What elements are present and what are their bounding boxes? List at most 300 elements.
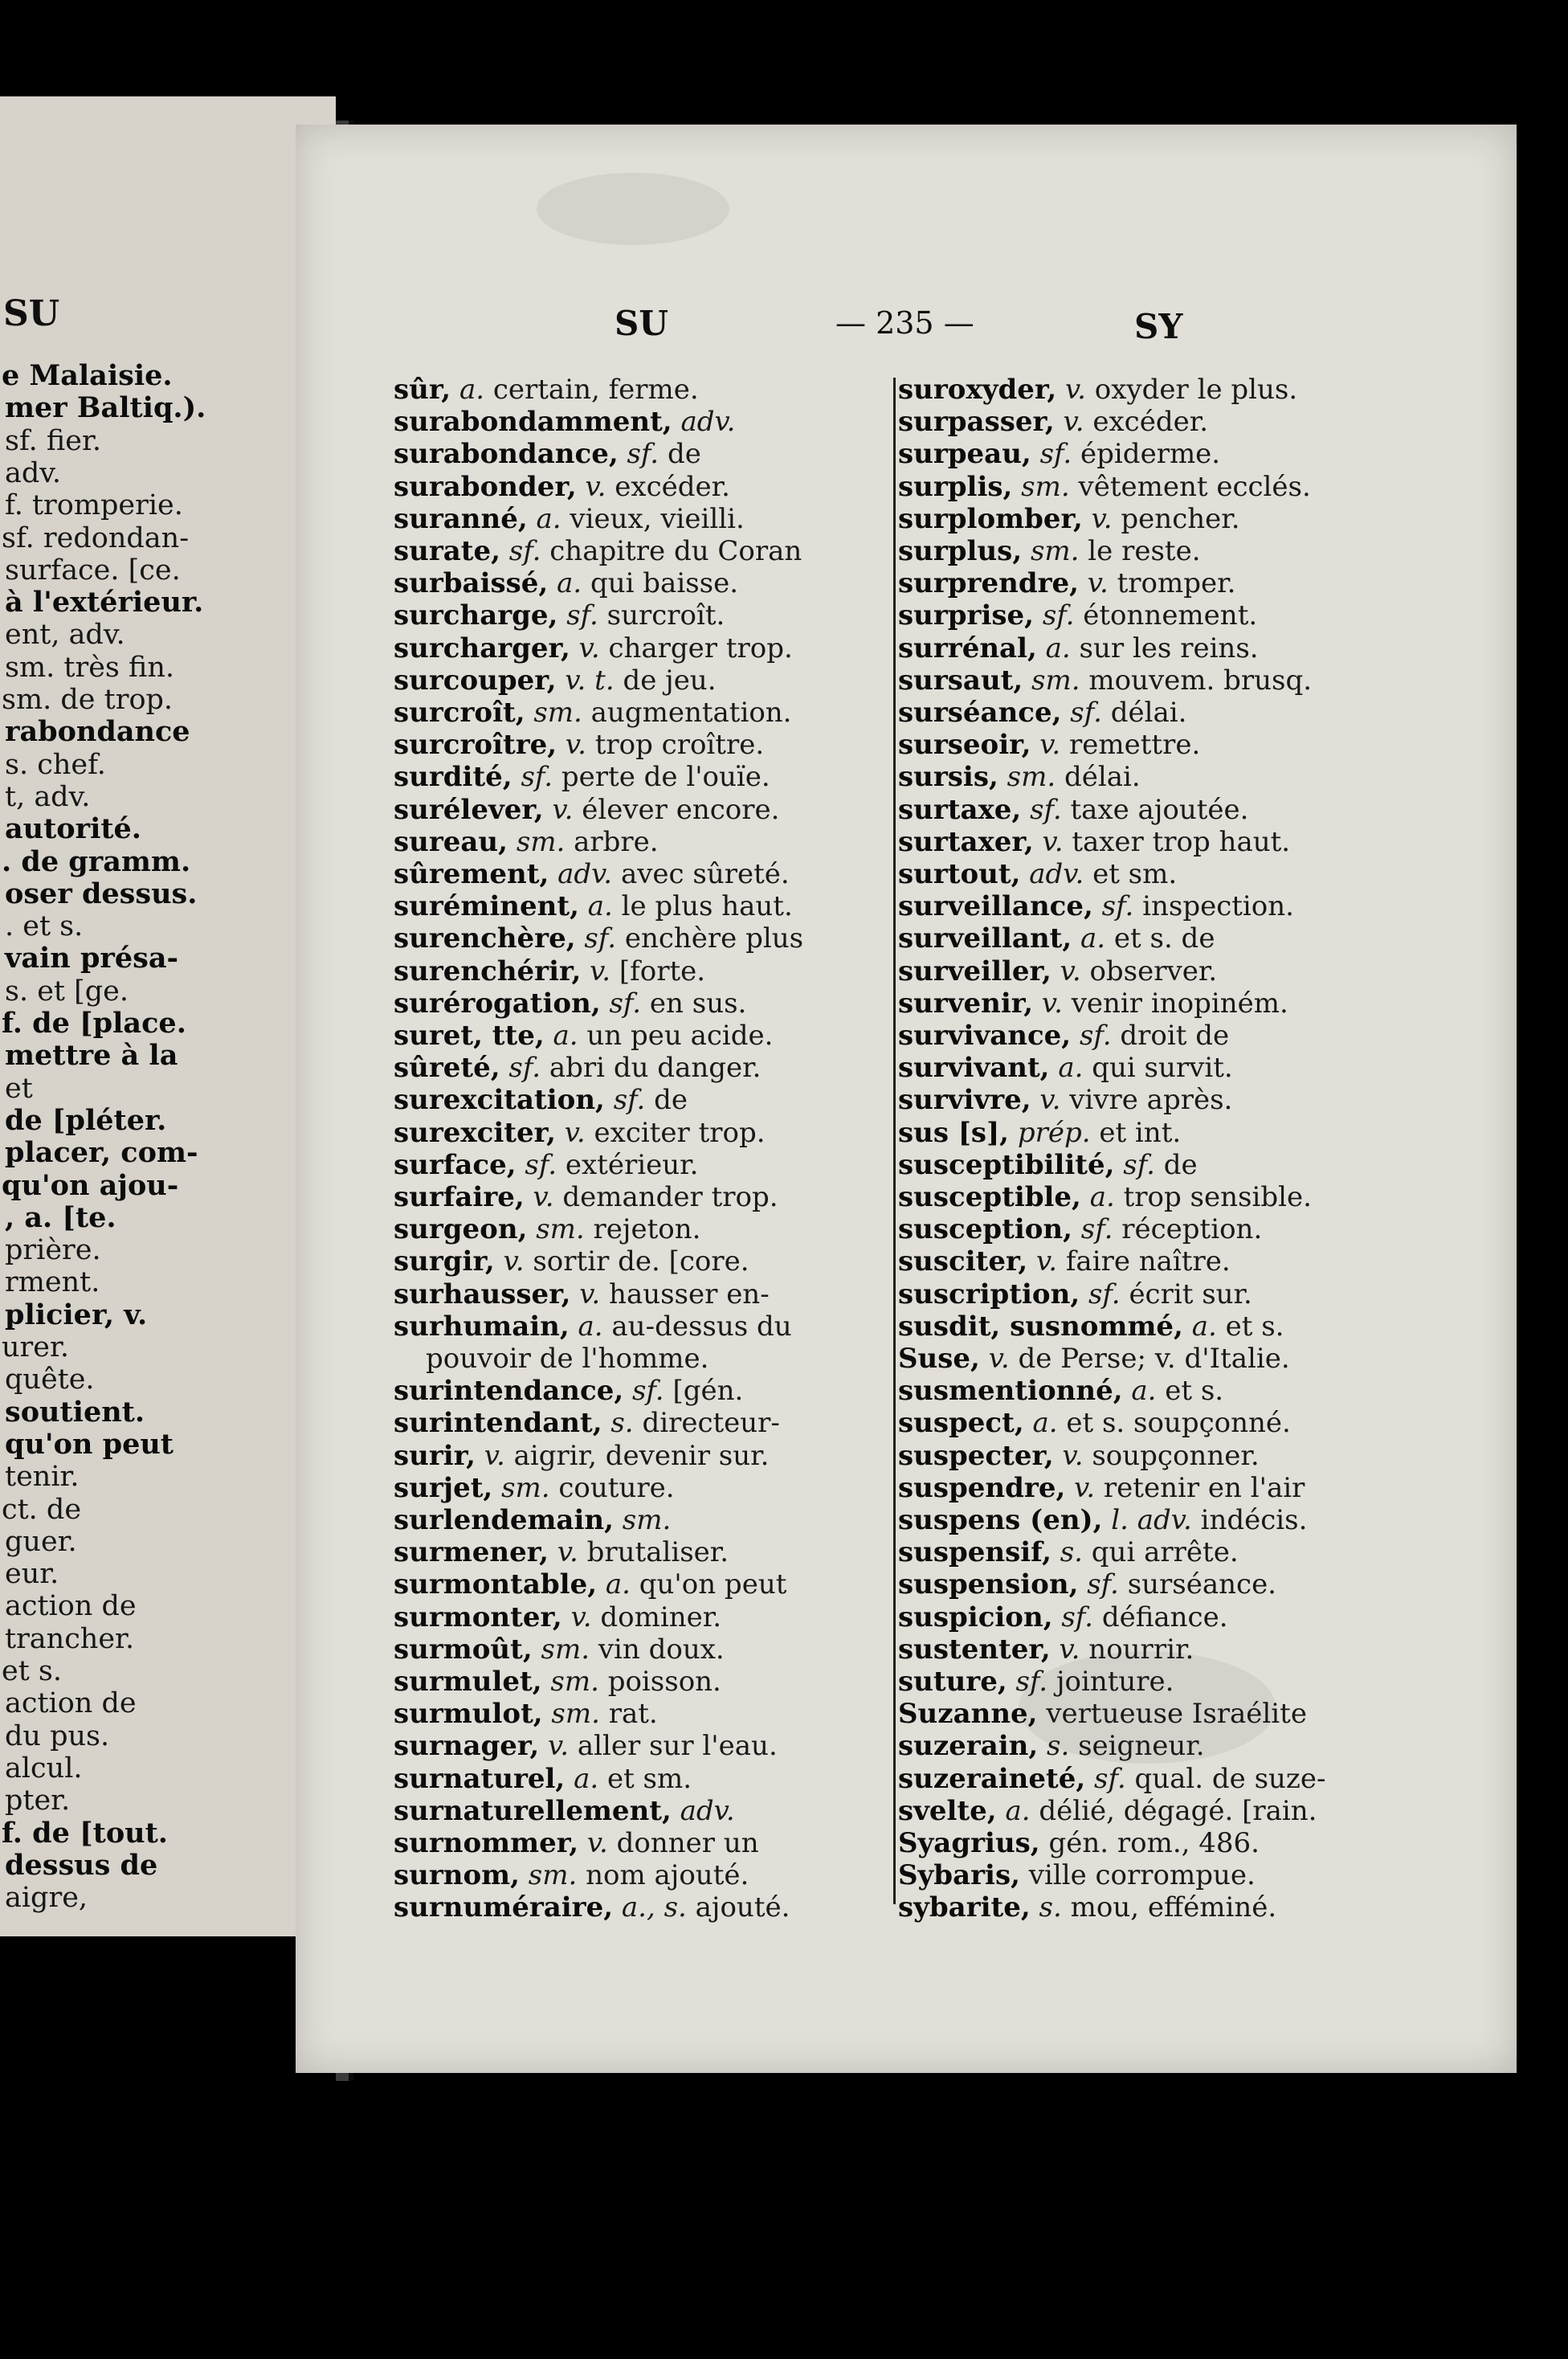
entry-headword: surtout, bbox=[898, 858, 1021, 890]
entry-headword: surabonder, bbox=[394, 470, 577, 503]
entry-grammar: v. bbox=[1039, 1084, 1061, 1117]
entry-definition: pencher. bbox=[1121, 502, 1240, 535]
entry-grammar: v. bbox=[578, 632, 600, 664]
entry-grammar: v. bbox=[503, 1245, 525, 1278]
entry-grammar: a. bbox=[459, 374, 485, 406]
dictionary-entry bbox=[898, 1763, 1325, 1795]
dictionary-entry bbox=[394, 1084, 688, 1116]
entry-definition: certain, ferme. bbox=[492, 374, 699, 406]
entry-grammar: a. bbox=[587, 890, 613, 923]
left-page-line: sf. redondan- bbox=[2, 521, 190, 554]
entry-headword: suspicion, bbox=[898, 1601, 1053, 1633]
entry-definition: réception. bbox=[1121, 1213, 1263, 1246]
left-page-line: oser dessus. bbox=[5, 877, 198, 910]
dictionary-entry bbox=[898, 1020, 1229, 1052]
dictionary-entry bbox=[898, 632, 1259, 664]
entry-grammar: a. bbox=[553, 1020, 578, 1052]
entry-grammar: v. bbox=[988, 1343, 1010, 1375]
dictionary-entry bbox=[394, 1407, 780, 1439]
entry-headword: suzerain, bbox=[898, 1730, 1039, 1763]
dictionary-entry bbox=[394, 890, 793, 922]
entry-grammar: adv. bbox=[557, 858, 613, 890]
dictionary-entry bbox=[394, 599, 725, 632]
entry-definition: qui survit. bbox=[1092, 1052, 1233, 1085]
dictionary-entry bbox=[898, 1052, 1233, 1084]
left-page-line: soutient. bbox=[5, 1395, 145, 1429]
entry-grammar: sf. bbox=[609, 987, 642, 1020]
entry-grammar: v. bbox=[1074, 1471, 1096, 1504]
dictionary-entry bbox=[898, 761, 1141, 793]
entry-definition: nourrir. bbox=[1088, 1633, 1194, 1666]
entry-grammar: a. bbox=[536, 502, 561, 535]
left-page-line: . et s. bbox=[5, 910, 84, 943]
entry-definition: nom ajouté. bbox=[586, 1859, 749, 1892]
entry-grammar: v. bbox=[564, 1116, 586, 1149]
entry-definition: [forte. bbox=[619, 955, 706, 987]
dictionary-entry bbox=[394, 1310, 792, 1343]
entry-definition: oxyder le plus. bbox=[1094, 374, 1298, 406]
left-page-line: t, adv. bbox=[5, 780, 91, 813]
entry-grammar: v. bbox=[1062, 1439, 1084, 1472]
entry-definition: demander trop. bbox=[562, 1181, 778, 1213]
dictionary-entry bbox=[394, 1181, 778, 1213]
dictionary-entry bbox=[898, 1245, 1231, 1278]
entry-grammar: v. bbox=[548, 1730, 570, 1763]
entry-definition: donner un bbox=[616, 1827, 759, 1859]
dictionary-entry bbox=[898, 1472, 1305, 1504]
entry-definition: et sm. bbox=[606, 1762, 692, 1795]
entry-headword: susmentionné, bbox=[898, 1375, 1123, 1408]
entry-headword: surgeon, bbox=[394, 1213, 528, 1246]
dictionary-entry bbox=[898, 1117, 1181, 1149]
entry-definition: et s. soupçonné. bbox=[1066, 1407, 1291, 1440]
entry-definition: de bbox=[667, 438, 701, 471]
dictionary-entry bbox=[898, 955, 1217, 987]
entry-headword: surpasser, bbox=[898, 406, 1055, 439]
entry-grammar: sf. bbox=[1088, 1278, 1121, 1310]
dictionary-entry bbox=[394, 1504, 671, 1536]
entry-definition: délai. bbox=[1110, 697, 1187, 729]
dictionary-entry bbox=[898, 567, 1235, 599]
dictionary-entry bbox=[898, 1310, 1284, 1343]
entry-definition: dominer. bbox=[600, 1601, 722, 1633]
dictionary-entry bbox=[394, 406, 735, 438]
dictionary-entry bbox=[394, 1730, 778, 1762]
dictionary-entry bbox=[898, 1698, 1307, 1730]
entry-definition: remettre. bbox=[1069, 729, 1201, 762]
entry-definition: rejeton. bbox=[593, 1213, 701, 1246]
dictionary-entry bbox=[394, 535, 802, 567]
entry-headword: surjet, bbox=[394, 1471, 493, 1504]
entry-grammar: a., s. bbox=[621, 1891, 687, 1924]
entry-definition: et s. bbox=[1225, 1310, 1284, 1343]
dictionary-entry bbox=[898, 1827, 1260, 1859]
left-page-line: eur. bbox=[5, 1558, 59, 1591]
entry-headword: surveillance, bbox=[898, 890, 1093, 923]
left-page-line: rabondance bbox=[5, 715, 190, 749]
dictionary-entry bbox=[898, 1440, 1260, 1472]
dictionary-entry bbox=[898, 406, 1208, 438]
dictionary-entry bbox=[394, 567, 738, 599]
paper-stain bbox=[537, 173, 729, 245]
entry-headword: surcharger, bbox=[394, 632, 570, 664]
page-number: — 235 — bbox=[835, 305, 974, 341]
entry-headword: surnommer, bbox=[394, 1827, 579, 1859]
entry-headword: surmontable, bbox=[394, 1568, 598, 1601]
left-page-line: à l'extérieur. bbox=[5, 586, 204, 619]
left-page-line: trancher. bbox=[5, 1622, 135, 1655]
entry-definition: qui baisse. bbox=[590, 567, 739, 600]
entry-grammar: v. bbox=[1036, 1245, 1058, 1278]
entry-definition: ajouté. bbox=[695, 1891, 790, 1924]
entry-headword: survivance, bbox=[898, 1020, 1072, 1052]
entry-definition: faire naître. bbox=[1065, 1245, 1231, 1278]
dictionary-entry bbox=[394, 858, 790, 890]
entry-definition: couture. bbox=[558, 1471, 675, 1504]
dictionary-entry bbox=[898, 1536, 1239, 1568]
entry-definition: seigneur. bbox=[1078, 1730, 1205, 1763]
entry-headword: suspect, bbox=[898, 1407, 1024, 1440]
entry-headword: surabondamment, bbox=[394, 406, 672, 439]
left-page-line: qu'on ajou- bbox=[2, 1168, 179, 1202]
entry-headword: surveiller, bbox=[898, 955, 1051, 987]
entry-definition: avec sûreté. bbox=[620, 858, 790, 890]
left-page-line: dessus de bbox=[5, 1848, 158, 1882]
entry-definition: taxe ajoutée. bbox=[1070, 793, 1249, 826]
dictionary-entry bbox=[898, 374, 1297, 406]
running-head-right: SY bbox=[1134, 307, 1183, 346]
entry-definition: élever encore. bbox=[582, 793, 780, 826]
left-page-line: rment. bbox=[5, 1266, 100, 1299]
entry-grammar: sm. bbox=[528, 1859, 578, 1892]
entry-headword: surabondance, bbox=[394, 438, 619, 471]
left-page-line: f. de [place. bbox=[2, 1007, 186, 1040]
entry-definition: qual. de suze- bbox=[1134, 1762, 1326, 1795]
entry-definition: délai. bbox=[1064, 761, 1141, 794]
left-page-line: pter. bbox=[5, 1785, 71, 1817]
entry-headword: surprise, bbox=[898, 599, 1034, 632]
dictionary-entry bbox=[394, 1245, 749, 1278]
entry-headword: surnaturel, bbox=[394, 1762, 566, 1795]
entry-definition: qui arrête. bbox=[1091, 1536, 1239, 1569]
left-page-line: alcul. bbox=[5, 1752, 83, 1785]
entry-grammar: s. bbox=[1047, 1730, 1070, 1763]
dictionary-entry bbox=[394, 1052, 761, 1084]
entry-headword: surmulot, bbox=[394, 1698, 543, 1731]
entry-definition: en sus. bbox=[649, 987, 747, 1020]
entry-definition: hausser en- bbox=[609, 1278, 770, 1310]
entry-headword: surfaire, bbox=[394, 1181, 525, 1213]
dictionary-entry bbox=[394, 1568, 786, 1601]
dictionary-entry bbox=[394, 1859, 749, 1891]
entry-grammar: sf. bbox=[584, 922, 617, 955]
column-divider bbox=[893, 378, 896, 1904]
entry-headword: surpeau, bbox=[898, 438, 1031, 471]
dictionary-entry bbox=[394, 632, 793, 664]
left-page-line: du pus. bbox=[5, 1719, 110, 1752]
entry-headword: surplus, bbox=[898, 535, 1023, 567]
entry-definition: excéder. bbox=[615, 470, 730, 503]
entry-headword: survivre, bbox=[898, 1084, 1031, 1117]
entry-grammar: sm. bbox=[501, 1471, 550, 1504]
entry-definition: [gén. bbox=[672, 1375, 744, 1408]
entry-definition: vivre après. bbox=[1069, 1084, 1233, 1117]
entry-definition: et sm. bbox=[1092, 858, 1178, 890]
entry-definition: surséance. bbox=[1127, 1568, 1276, 1601]
dictionary-entry bbox=[898, 729, 1200, 761]
dictionary-entry bbox=[394, 1213, 700, 1245]
entry-headword: surséance, bbox=[898, 697, 1062, 729]
entry-grammar: sm. bbox=[622, 1504, 672, 1536]
dictionary-entry bbox=[898, 1343, 1290, 1375]
entry-definition: enchère plus bbox=[624, 922, 804, 955]
entry-definition: trop croître. bbox=[594, 729, 765, 762]
entry-headword: sybarite, bbox=[898, 1891, 1031, 1924]
left-page-line: et s. bbox=[2, 1655, 62, 1687]
entry-headword: surnom, bbox=[394, 1859, 520, 1892]
entry-grammar: a. bbox=[574, 1762, 599, 1795]
entry-grammar: sm. bbox=[1030, 535, 1080, 567]
entry-grammar: a. bbox=[1080, 922, 1106, 955]
entry-grammar: v. bbox=[557, 1536, 578, 1569]
dictionary-entry bbox=[394, 1698, 658, 1730]
dictionary-entry bbox=[898, 1666, 1174, 1698]
entry-definition: délié, dégagé. [rain. bbox=[1039, 1794, 1317, 1827]
dictionary-entry bbox=[394, 794, 779, 826]
dictionary-entry bbox=[898, 1504, 1307, 1536]
entry-headword: surrénal, bbox=[898, 632, 1037, 664]
entry-grammar: sm. bbox=[1007, 761, 1056, 794]
entry-headword: suspension, bbox=[898, 1568, 1079, 1601]
entry-definition: extérieur. bbox=[565, 1148, 699, 1181]
entry-grammar: sf. bbox=[1094, 1762, 1126, 1795]
dictionary-entry bbox=[394, 1020, 773, 1052]
dictionary-entry bbox=[394, 922, 803, 955]
entry-definition: observer. bbox=[1089, 955, 1218, 987]
dictionary-entry bbox=[394, 1795, 735, 1827]
dictionary-entry bbox=[898, 1213, 1262, 1245]
entry-definition: abri du danger. bbox=[549, 1052, 762, 1085]
dictionary-entry bbox=[394, 503, 745, 535]
entry-definition: aller sur l'eau. bbox=[577, 1730, 778, 1763]
left-page-line: plicier, v. bbox=[5, 1298, 148, 1331]
entry-grammar: sf. bbox=[521, 761, 553, 794]
entry-headword: survivant, bbox=[898, 1052, 1050, 1085]
entry-definition: de Perse; v. d'Italie. bbox=[1018, 1343, 1290, 1375]
dictionary-entry bbox=[898, 1278, 1252, 1310]
entry-definition: pouvoir de l'homme. bbox=[426, 1343, 709, 1375]
entry-headword: surexcitation, bbox=[394, 1084, 605, 1117]
entry-definition: aigrir, devenir sur. bbox=[513, 1439, 770, 1472]
left-page-line: action de bbox=[5, 1687, 137, 1720]
entry-grammar: v. bbox=[1041, 987, 1063, 1020]
entry-headword: surate, bbox=[394, 535, 500, 567]
entry-headword: suspensif, bbox=[898, 1536, 1051, 1569]
entry-grammar: s. bbox=[610, 1407, 634, 1440]
dictionary-entry bbox=[898, 1407, 1291, 1439]
left-page-line: , a. [te. bbox=[5, 1200, 116, 1234]
entry-headword: sûreté, bbox=[394, 1052, 500, 1085]
left-page-line: vain présa- bbox=[5, 942, 179, 975]
entry-headword: suréminent, bbox=[394, 890, 579, 923]
entry-definition: le plus haut. bbox=[621, 890, 793, 923]
entry-definition: soupçonner. bbox=[1092, 1439, 1260, 1472]
entry-headword: surtaxe, bbox=[898, 793, 1022, 826]
entry-grammar: sf. bbox=[627, 438, 659, 471]
entry-grammar: a. bbox=[1089, 1181, 1115, 1213]
entry-headword: surtaxer, bbox=[898, 825, 1034, 858]
entry-grammar: sf. bbox=[1070, 697, 1102, 729]
dictionary-entry bbox=[426, 1343, 708, 1375]
entry-headword: surcouper, bbox=[394, 664, 557, 697]
entry-grammar: adv. bbox=[680, 1794, 735, 1827]
entry-grammar: v. bbox=[1087, 567, 1109, 600]
entry-definition: excéder. bbox=[1092, 406, 1209, 439]
left-page-line: de [pléter. bbox=[5, 1103, 167, 1137]
entry-headword: surexciter, bbox=[394, 1116, 556, 1149]
entry-headword: surprendre, bbox=[898, 567, 1079, 600]
entry-grammar: adv. bbox=[1029, 858, 1084, 890]
dictionary-entry bbox=[394, 1891, 790, 1924]
entry-grammar: v. bbox=[570, 1601, 592, 1633]
entry-grammar: sf. bbox=[1123, 1148, 1155, 1181]
dictionary-entry bbox=[394, 1763, 692, 1795]
entry-definition: étonnement. bbox=[1083, 599, 1258, 632]
left-page-line: sm. de trop. bbox=[2, 684, 174, 716]
entry-definition: retenir en l'air bbox=[1103, 1471, 1305, 1504]
dictionary-entry bbox=[394, 1117, 766, 1149]
entry-headword: surintendance, bbox=[394, 1375, 624, 1408]
entry-headword: Suzanne, bbox=[898, 1698, 1038, 1731]
entry-grammar: v. bbox=[579, 1278, 601, 1310]
entry-definition: perte de l'ouïe. bbox=[561, 761, 770, 794]
entry-headword: surplomber, bbox=[898, 502, 1083, 535]
entry-grammar: v. bbox=[585, 470, 606, 503]
entry-headword: surmoût, bbox=[394, 1633, 533, 1666]
left-page-line: sm. très fin. bbox=[5, 651, 175, 684]
entry-grammar: sm. bbox=[533, 697, 582, 729]
entry-grammar: sm. bbox=[551, 1698, 600, 1731]
entry-grammar: sf. bbox=[631, 1375, 664, 1408]
dictionary-entry bbox=[898, 697, 1186, 729]
entry-definition: de bbox=[654, 1084, 688, 1117]
entry-headword: survenir, bbox=[898, 987, 1034, 1020]
entry-grammar: v. bbox=[586, 1827, 608, 1859]
entry-grammar: sf. bbox=[1087, 1568, 1119, 1601]
entry-definition: poisson. bbox=[607, 1666, 721, 1698]
dictionary-entry bbox=[394, 471, 730, 503]
left-page bbox=[0, 96, 336, 1936]
entry-headword: surmonter, bbox=[394, 1601, 562, 1633]
dictionary-entry bbox=[898, 1181, 1312, 1213]
dictionary-entry bbox=[898, 438, 1220, 470]
dictionary-entry bbox=[898, 1795, 1317, 1827]
entry-grammar: sf. bbox=[508, 535, 541, 567]
entry-definition: brutaliser. bbox=[586, 1536, 729, 1569]
left-page-line: f. tromperie. bbox=[5, 489, 183, 522]
entry-grammar: sm. bbox=[541, 1633, 590, 1666]
entry-headword: surnuméraire, bbox=[394, 1891, 614, 1924]
dictionary-entry bbox=[898, 858, 1177, 890]
entry-grammar: s. bbox=[1060, 1536, 1083, 1569]
entry-headword: sursis, bbox=[898, 761, 998, 794]
entry-headword: surir, bbox=[394, 1439, 476, 1472]
entry-headword: suroxyder, bbox=[898, 374, 1057, 406]
left-page-line: et bbox=[5, 1072, 33, 1105]
dictionary-entry bbox=[898, 1375, 1223, 1407]
entry-headword: surenchérir, bbox=[394, 955, 582, 987]
entry-headword: suranné, bbox=[394, 502, 528, 535]
entry-definition: rat. bbox=[608, 1698, 658, 1731]
entry-headword: surgir, bbox=[394, 1245, 495, 1278]
entry-headword: surmulet, bbox=[394, 1666, 542, 1698]
left-page-line: aigre, bbox=[5, 1882, 88, 1915]
dictionary-entry bbox=[898, 1891, 1276, 1924]
entry-grammar: sm. bbox=[1031, 664, 1080, 697]
entry-headword: surcroît, bbox=[394, 697, 525, 729]
entry-grammar: a. bbox=[1131, 1375, 1157, 1408]
left-page-line: tenir. bbox=[5, 1461, 80, 1494]
dictionary-entry bbox=[898, 503, 1240, 535]
entry-headword: surélever, bbox=[394, 793, 544, 826]
entry-grammar: v. bbox=[1060, 955, 1081, 987]
entry-grammar: sf. bbox=[1042, 599, 1075, 632]
left-page-line: quête. bbox=[5, 1363, 95, 1396]
left-page-line: s. chef. bbox=[5, 748, 106, 781]
entry-definition: trop sensible. bbox=[1123, 1181, 1312, 1213]
entry-definition: un peu acide. bbox=[586, 1020, 774, 1052]
dictionary-entry bbox=[898, 987, 1288, 1020]
dictionary-entry bbox=[394, 1536, 729, 1568]
entry-grammar: v. bbox=[565, 729, 586, 762]
left-page-line: surface. [ce. bbox=[5, 554, 181, 587]
entry-definition: défiance. bbox=[1101, 1601, 1228, 1633]
entry-headword: susceptible, bbox=[898, 1181, 1081, 1213]
entry-definition: venir inopiném. bbox=[1071, 987, 1288, 1020]
entry-grammar: sf. bbox=[1061, 1601, 1093, 1633]
entry-grammar: sf. bbox=[1101, 890, 1134, 923]
entry-headword: suspendre, bbox=[898, 1471, 1066, 1504]
left-page-line: placer, com- bbox=[5, 1136, 198, 1170]
dictionary-entry bbox=[898, 664, 1312, 697]
dictionary-entry bbox=[394, 761, 770, 793]
entry-headword: surérogation, bbox=[394, 987, 601, 1020]
entry-grammar: sf. bbox=[566, 599, 598, 632]
entry-definition: taxer trop haut. bbox=[1072, 825, 1291, 858]
entry-headword: sustenter, bbox=[898, 1633, 1051, 1666]
dictionary-entry bbox=[898, 1859, 1256, 1891]
dictionary-entry bbox=[394, 1440, 769, 1472]
entry-headword: Sybaris, bbox=[898, 1859, 1020, 1892]
entry-headword: sursaut, bbox=[898, 664, 1023, 697]
entry-grammar: a. bbox=[1005, 1794, 1031, 1827]
left-page-line: s. et [ge. bbox=[5, 975, 129, 1008]
left-page-line: e Malaisie. bbox=[2, 359, 173, 392]
entry-definition: gén. rom., 486. bbox=[1048, 1827, 1260, 1859]
entry-grammar: sm. bbox=[1021, 470, 1070, 503]
entry-grammar: v. t. bbox=[565, 664, 615, 697]
entry-grammar: sm. bbox=[550, 1666, 599, 1698]
entry-headword: surplis, bbox=[898, 470, 1013, 503]
entry-headword: suzeraineté, bbox=[898, 1762, 1086, 1795]
entry-headword: susciter, bbox=[898, 1245, 1028, 1278]
dictionary-entry bbox=[898, 1084, 1232, 1116]
entry-headword: surdité, bbox=[394, 761, 512, 794]
dictionary-entry bbox=[394, 1149, 698, 1181]
dictionary-entry bbox=[394, 955, 705, 987]
entry-grammar: v. bbox=[1063, 406, 1084, 439]
entry-definition: et s. de bbox=[1113, 922, 1215, 955]
